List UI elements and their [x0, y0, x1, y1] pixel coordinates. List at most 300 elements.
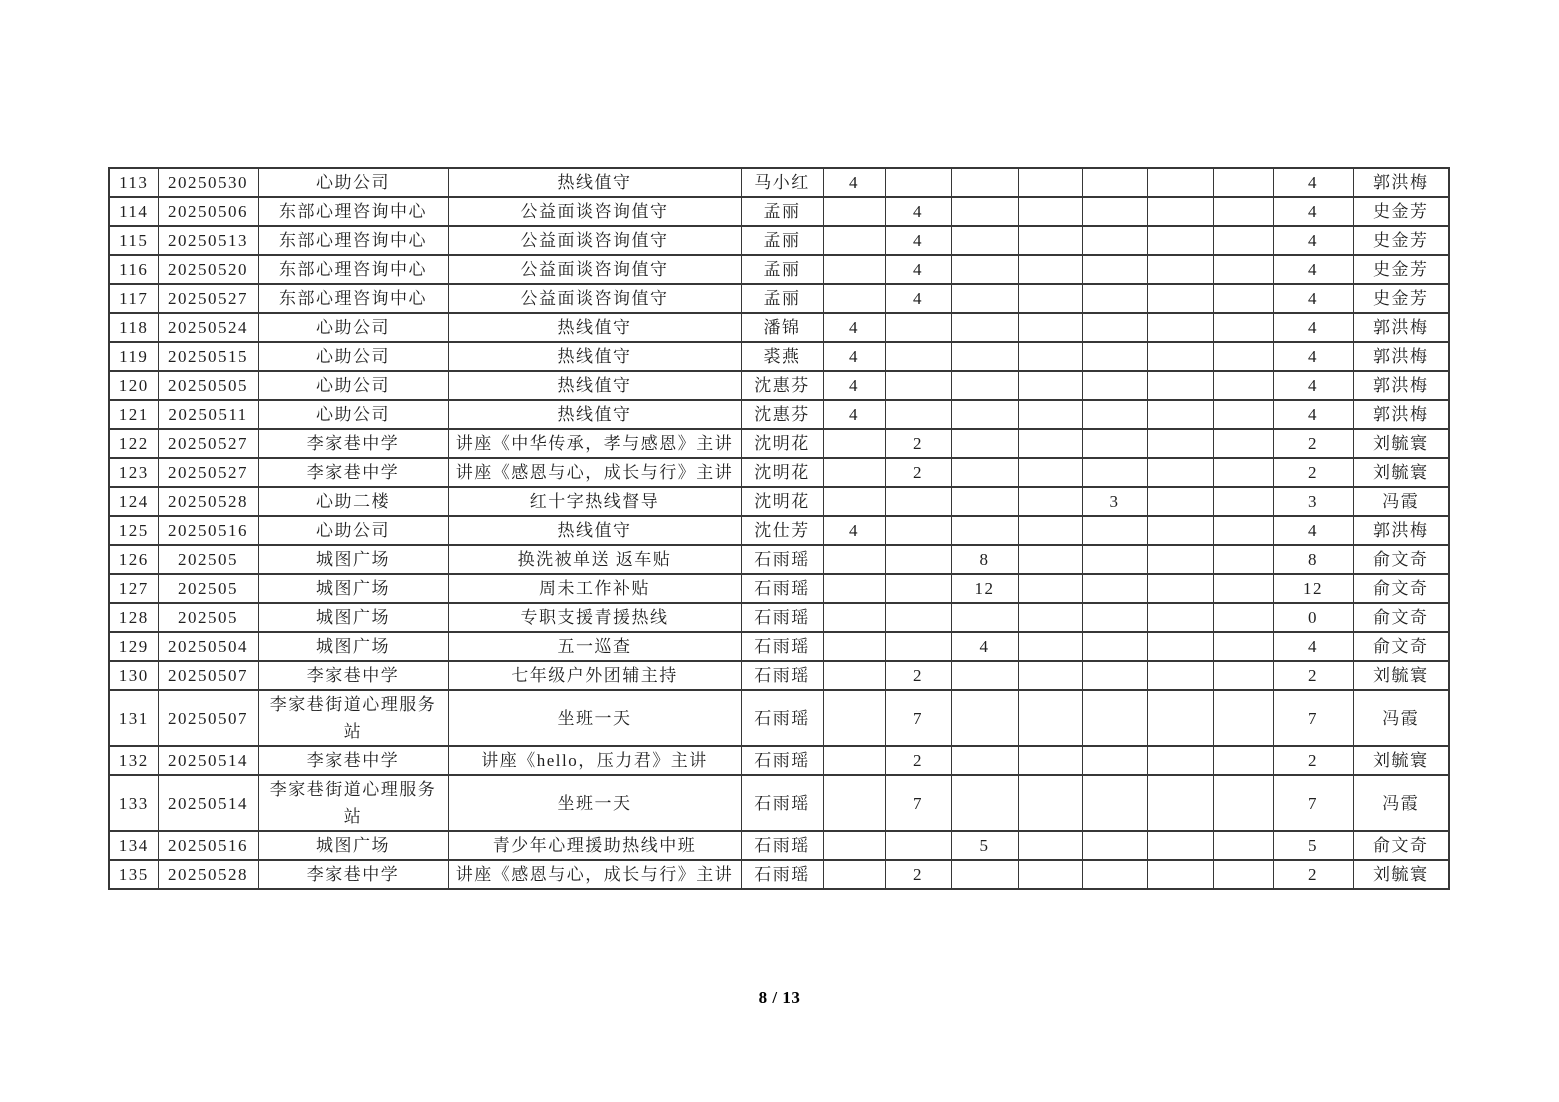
- cell-value-5: [1082, 458, 1147, 487]
- cell-activity: 热线值守: [448, 400, 741, 429]
- cell-value-3: [951, 400, 1018, 429]
- cell-date: 20250507: [158, 690, 258, 746]
- cell-value-1: [823, 284, 885, 313]
- cell-total: 7: [1273, 690, 1353, 746]
- cell-value-5: [1082, 313, 1147, 342]
- cell-value-3: [951, 168, 1018, 197]
- cell-no: 127: [109, 574, 158, 603]
- table-row: [109, 632, 1449, 661]
- cell-total: 0: [1273, 603, 1353, 632]
- cell-no: 115: [109, 226, 158, 255]
- cell-value-2: [885, 632, 951, 661]
- cell-value-2: 7: [885, 775, 951, 831]
- cell-no: 132: [109, 746, 158, 775]
- volunteer-records-table: [108, 167, 1450, 890]
- cell-value-3: [951, 516, 1018, 545]
- cell-no: 135: [109, 860, 158, 889]
- cell-no: 117: [109, 284, 158, 313]
- table-row: [109, 284, 1449, 313]
- cell-org: 李家巷中学: [258, 429, 448, 458]
- cell-value-6: [1147, 284, 1213, 313]
- cell-person: 石雨瑶: [741, 574, 823, 603]
- cell-value-4: [1018, 458, 1082, 487]
- cell-value-1: [823, 690, 885, 746]
- cell-date: 20250524: [158, 313, 258, 342]
- cell-no: 121: [109, 400, 158, 429]
- cell-date: 20250527: [158, 284, 258, 313]
- cell-value-4: [1018, 831, 1082, 860]
- cell-person: 沈仕芳: [741, 516, 823, 545]
- cell-value-6: [1147, 516, 1213, 545]
- cell-org: 城图广场: [258, 574, 448, 603]
- cell-value-5: [1082, 746, 1147, 775]
- cell-verifier: 俞文奇: [1353, 574, 1449, 603]
- table-row: [109, 746, 1449, 775]
- table-row: [109, 226, 1449, 255]
- cell-person: 潘锦: [741, 313, 823, 342]
- cell-value-6: [1147, 255, 1213, 284]
- cell-value-6: [1147, 429, 1213, 458]
- cell-value-7: [1213, 400, 1273, 429]
- cell-value-2: [885, 371, 951, 400]
- cell-person: 石雨瑶: [741, 632, 823, 661]
- cell-date: 20250505: [158, 371, 258, 400]
- cell-org: 心助公司: [258, 168, 448, 197]
- cell-no: 113: [109, 168, 158, 197]
- cell-org: 李家巷街道心理服务站: [258, 775, 448, 831]
- cell-date: 202505: [158, 603, 258, 632]
- cell-value-7: [1213, 661, 1273, 690]
- cell-no: 120: [109, 371, 158, 400]
- cell-org: 城图广场: [258, 831, 448, 860]
- cell-org: 李家巷中学: [258, 860, 448, 889]
- cell-value-1: [823, 831, 885, 860]
- cell-verifier: 冯霞: [1353, 487, 1449, 516]
- cell-value-1: [823, 458, 885, 487]
- cell-total: 4: [1273, 400, 1353, 429]
- cell-verifier: 俞文奇: [1353, 603, 1449, 632]
- cell-verifier: 郭洪梅: [1353, 168, 1449, 197]
- cell-value-5: [1082, 603, 1147, 632]
- cell-total: 4: [1273, 255, 1353, 284]
- cell-value-5: [1082, 516, 1147, 545]
- cell-value-3: [951, 313, 1018, 342]
- table-row: [109, 661, 1449, 690]
- cell-value-5: [1082, 342, 1147, 371]
- cell-value-1: [823, 775, 885, 831]
- cell-total: 2: [1273, 429, 1353, 458]
- cell-person: 孟丽: [741, 284, 823, 313]
- cell-activity: 热线值守: [448, 371, 741, 400]
- cell-value-7: [1213, 775, 1273, 831]
- cell-value-1: [823, 429, 885, 458]
- cell-value-5: [1082, 255, 1147, 284]
- cell-value-6: [1147, 574, 1213, 603]
- cell-activity: 讲座《hello，压力君》主讲: [448, 746, 741, 775]
- cell-total: 3: [1273, 487, 1353, 516]
- cell-value-3: 8: [951, 545, 1018, 574]
- cell-value-3: [951, 284, 1018, 313]
- cell-verifier: 郭洪梅: [1353, 371, 1449, 400]
- cell-org: 李家巷中学: [258, 746, 448, 775]
- cell-value-7: [1213, 487, 1273, 516]
- table-row: [109, 690, 1449, 746]
- cell-person: 马小红: [741, 168, 823, 197]
- cell-value-6: [1147, 226, 1213, 255]
- cell-person: 裘燕: [741, 342, 823, 371]
- cell-value-1: 4: [823, 400, 885, 429]
- cell-value-7: [1213, 574, 1273, 603]
- cell-value-4: [1018, 574, 1082, 603]
- cell-person: 石雨瑶: [741, 603, 823, 632]
- cell-value-1: [823, 661, 885, 690]
- table-body: [109, 168, 1449, 889]
- cell-value-2: [885, 487, 951, 516]
- table-row: [109, 831, 1449, 860]
- cell-date: 20250528: [158, 860, 258, 889]
- cell-total: 4: [1273, 197, 1353, 226]
- cell-value-4: [1018, 690, 1082, 746]
- cell-value-6: [1147, 860, 1213, 889]
- cell-value-2: [885, 168, 951, 197]
- cell-value-3: [951, 458, 1018, 487]
- cell-value-2: 4: [885, 255, 951, 284]
- cell-value-5: [1082, 574, 1147, 603]
- table-row: [109, 429, 1449, 458]
- cell-value-7: [1213, 313, 1273, 342]
- cell-date: 20250514: [158, 775, 258, 831]
- cell-value-6: [1147, 545, 1213, 574]
- cell-total: 2: [1273, 458, 1353, 487]
- table-row: [109, 516, 1449, 545]
- table-row: [109, 775, 1449, 831]
- cell-value-6: [1147, 632, 1213, 661]
- cell-value-4: [1018, 284, 1082, 313]
- cell-value-7: [1213, 429, 1273, 458]
- cell-value-2: [885, 545, 951, 574]
- cell-value-6: [1147, 197, 1213, 226]
- cell-person: 石雨瑶: [741, 690, 823, 746]
- table-row: [109, 487, 1449, 516]
- cell-person: 孟丽: [741, 255, 823, 284]
- cell-total: 4: [1273, 168, 1353, 197]
- cell-activity: 周未工作补贴: [448, 574, 741, 603]
- cell-date: 20250506: [158, 197, 258, 226]
- cell-verifier: 刘毓寰: [1353, 746, 1449, 775]
- cell-org: 城图广场: [258, 603, 448, 632]
- cell-verifier: 郭洪梅: [1353, 313, 1449, 342]
- cell-value-1: 4: [823, 342, 885, 371]
- cell-value-5: 3: [1082, 487, 1147, 516]
- cell-verifier: 刘毓寰: [1353, 458, 1449, 487]
- cell-activity: 换洗被单送 返车贴: [448, 545, 741, 574]
- cell-total: 4: [1273, 313, 1353, 342]
- table-row: [109, 603, 1449, 632]
- cell-person: 石雨瑶: [741, 545, 823, 574]
- cell-value-7: [1213, 255, 1273, 284]
- cell-value-2: [885, 603, 951, 632]
- cell-total: 2: [1273, 860, 1353, 889]
- cell-value-5: [1082, 284, 1147, 313]
- cell-value-3: [951, 690, 1018, 746]
- cell-value-3: [951, 860, 1018, 889]
- cell-value-3: [951, 226, 1018, 255]
- cell-value-6: [1147, 746, 1213, 775]
- table-row: [109, 168, 1449, 197]
- cell-value-4: [1018, 545, 1082, 574]
- cell-value-3: [951, 746, 1018, 775]
- cell-total: 2: [1273, 746, 1353, 775]
- cell-value-1: [823, 545, 885, 574]
- cell-org: 李家巷中学: [258, 458, 448, 487]
- cell-value-7: [1213, 603, 1273, 632]
- cell-value-7: [1213, 545, 1273, 574]
- cell-person: 沈明花: [741, 487, 823, 516]
- cell-value-5: [1082, 690, 1147, 746]
- cell-value-2: [885, 400, 951, 429]
- cell-value-5: [1082, 168, 1147, 197]
- cell-value-4: [1018, 226, 1082, 255]
- cell-activity: 坐班一天: [448, 775, 741, 831]
- cell-person: 沈明花: [741, 458, 823, 487]
- cell-org: 心助公司: [258, 371, 448, 400]
- cell-value-4: [1018, 255, 1082, 284]
- cell-value-3: [951, 775, 1018, 831]
- cell-value-1: [823, 860, 885, 889]
- cell-verifier: 冯霞: [1353, 775, 1449, 831]
- cell-value-5: [1082, 371, 1147, 400]
- cell-value-4: [1018, 746, 1082, 775]
- cell-value-4: [1018, 313, 1082, 342]
- table-row: [109, 860, 1449, 889]
- cell-value-3: [951, 487, 1018, 516]
- cell-person: 孟丽: [741, 226, 823, 255]
- cell-org: 城图广场: [258, 632, 448, 661]
- cell-value-7: [1213, 860, 1273, 889]
- cell-no: 118: [109, 313, 158, 342]
- cell-value-7: [1213, 342, 1273, 371]
- cell-verifier: 冯霞: [1353, 690, 1449, 746]
- cell-date: 20250516: [158, 831, 258, 860]
- cell-no: 114: [109, 197, 158, 226]
- cell-value-4: [1018, 400, 1082, 429]
- cell-org: 心助公司: [258, 342, 448, 371]
- cell-activity: 热线值守: [448, 342, 741, 371]
- cell-person: 石雨瑶: [741, 661, 823, 690]
- cell-value-7: [1213, 458, 1273, 487]
- cell-no: 133: [109, 775, 158, 831]
- cell-no: 131: [109, 690, 158, 746]
- cell-verifier: 俞文奇: [1353, 831, 1449, 860]
- cell-date: 20250511: [158, 400, 258, 429]
- cell-value-4: [1018, 603, 1082, 632]
- cell-value-4: [1018, 632, 1082, 661]
- table-row: [109, 342, 1449, 371]
- cell-total: 4: [1273, 226, 1353, 255]
- cell-value-5: [1082, 661, 1147, 690]
- cell-value-2: [885, 342, 951, 371]
- cell-org: 心助二楼: [258, 487, 448, 516]
- cell-verifier: 史金芳: [1353, 255, 1449, 284]
- cell-person: 石雨瑶: [741, 831, 823, 860]
- cell-value-5: [1082, 831, 1147, 860]
- cell-value-1: [823, 226, 885, 255]
- table-row: [109, 545, 1449, 574]
- cell-value-6: [1147, 168, 1213, 197]
- cell-person: 石雨瑶: [741, 775, 823, 831]
- cell-value-1: [823, 603, 885, 632]
- cell-verifier: 史金芳: [1353, 284, 1449, 313]
- cell-value-1: [823, 746, 885, 775]
- cell-verifier: 郭洪梅: [1353, 342, 1449, 371]
- cell-value-2: 2: [885, 429, 951, 458]
- cell-value-1: [823, 574, 885, 603]
- cell-person: 孟丽: [741, 197, 823, 226]
- cell-org: 心助公司: [258, 516, 448, 545]
- cell-date: 20250527: [158, 458, 258, 487]
- cell-value-7: [1213, 168, 1273, 197]
- cell-value-3: 5: [951, 831, 1018, 860]
- cell-value-6: [1147, 313, 1213, 342]
- table-row: [109, 197, 1449, 226]
- cell-value-3: [951, 429, 1018, 458]
- cell-no: 134: [109, 831, 158, 860]
- cell-activity: 公益面谈咨询值守: [448, 226, 741, 255]
- cell-value-2: 4: [885, 284, 951, 313]
- cell-value-4: [1018, 661, 1082, 690]
- table-row: [109, 574, 1449, 603]
- cell-value-1: [823, 487, 885, 516]
- cell-value-4: [1018, 860, 1082, 889]
- cell-org: 李家巷街道心理服务站: [258, 690, 448, 746]
- cell-total: 7: [1273, 775, 1353, 831]
- cell-value-7: [1213, 746, 1273, 775]
- page-number: 8 / 13: [758, 988, 801, 1007]
- cell-activity: 公益面谈咨询值守: [448, 284, 741, 313]
- cell-value-3: [951, 603, 1018, 632]
- cell-value-6: [1147, 400, 1213, 429]
- cell-value-2: [885, 574, 951, 603]
- cell-org: 城图广场: [258, 545, 448, 574]
- cell-org: 东部心理咨询中心: [258, 284, 448, 313]
- cell-value-6: [1147, 661, 1213, 690]
- cell-org: 心助公司: [258, 313, 448, 342]
- cell-verifier: 俞文奇: [1353, 632, 1449, 661]
- cell-activity: 坐班一天: [448, 690, 741, 746]
- cell-activity: 七年级户外团辅主持: [448, 661, 741, 690]
- cell-activity: 红十字热线督导: [448, 487, 741, 516]
- cell-value-1: 4: [823, 168, 885, 197]
- cell-verifier: 史金芳: [1353, 197, 1449, 226]
- cell-value-3: [951, 371, 1018, 400]
- cell-value-4: [1018, 197, 1082, 226]
- cell-person: 沈明花: [741, 429, 823, 458]
- cell-no: 122: [109, 429, 158, 458]
- cell-value-1: [823, 632, 885, 661]
- cell-org: 心助公司: [258, 400, 448, 429]
- cell-org: 东部心理咨询中心: [258, 226, 448, 255]
- cell-org: 李家巷中学: [258, 661, 448, 690]
- table-row: [109, 313, 1449, 342]
- cell-person: 沈惠芬: [741, 371, 823, 400]
- cell-no: 129: [109, 632, 158, 661]
- cell-value-4: [1018, 516, 1082, 545]
- cell-value-2: 2: [885, 661, 951, 690]
- cell-value-7: [1213, 371, 1273, 400]
- cell-value-6: [1147, 603, 1213, 632]
- cell-value-5: [1082, 775, 1147, 831]
- cell-date: 20250527: [158, 429, 258, 458]
- cell-value-3: 12: [951, 574, 1018, 603]
- cell-value-2: [885, 313, 951, 342]
- cell-total: 4: [1273, 516, 1353, 545]
- cell-value-6: [1147, 775, 1213, 831]
- cell-verifier: 刘毓寰: [1353, 860, 1449, 889]
- cell-total: 12: [1273, 574, 1353, 603]
- cell-value-5: [1082, 860, 1147, 889]
- cell-value-2: 4: [885, 226, 951, 255]
- cell-date: 20250514: [158, 746, 258, 775]
- cell-activity: 热线值守: [448, 313, 741, 342]
- cell-verifier: 郭洪梅: [1353, 516, 1449, 545]
- cell-value-1: [823, 255, 885, 284]
- cell-value-4: [1018, 775, 1082, 831]
- cell-value-4: [1018, 429, 1082, 458]
- cell-value-2: 2: [885, 746, 951, 775]
- cell-verifier: 史金芳: [1353, 226, 1449, 255]
- cell-activity: 五一巡查: [448, 632, 741, 661]
- cell-verifier: 刘毓寰: [1353, 429, 1449, 458]
- cell-total: 4: [1273, 371, 1353, 400]
- cell-value-2: 4: [885, 197, 951, 226]
- cell-no: 119: [109, 342, 158, 371]
- cell-activity: 讲座《感恩与心，成长与行》主讲: [448, 458, 741, 487]
- cell-total: 4: [1273, 284, 1353, 313]
- cell-date: 20250516: [158, 516, 258, 545]
- cell-value-3: [951, 255, 1018, 284]
- cell-value-1: 4: [823, 313, 885, 342]
- cell-date: 20250530: [158, 168, 258, 197]
- cell-value-5: [1082, 545, 1147, 574]
- cell-value-2: 2: [885, 458, 951, 487]
- cell-date: 20250528: [158, 487, 258, 516]
- table-row: [109, 458, 1449, 487]
- cell-no: 123: [109, 458, 158, 487]
- cell-value-7: [1213, 284, 1273, 313]
- cell-person: 石雨瑶: [741, 860, 823, 889]
- cell-date: 20250513: [158, 226, 258, 255]
- cell-date: 20250507: [158, 661, 258, 690]
- cell-value-7: [1213, 197, 1273, 226]
- cell-value-3: [951, 342, 1018, 371]
- cell-total: 4: [1273, 342, 1353, 371]
- cell-value-2: 2: [885, 860, 951, 889]
- table-row: [109, 371, 1449, 400]
- cell-no: 126: [109, 545, 158, 574]
- cell-activity: 专职支援青援热线: [448, 603, 741, 632]
- cell-verifier: 俞文奇: [1353, 545, 1449, 574]
- cell-no: 124: [109, 487, 158, 516]
- cell-no: 128: [109, 603, 158, 632]
- cell-date: 202505: [158, 574, 258, 603]
- cell-value-2: 7: [885, 690, 951, 746]
- cell-value-5: [1082, 197, 1147, 226]
- cell-org: 东部心理咨询中心: [258, 255, 448, 284]
- cell-activity: 公益面谈咨询值守: [448, 255, 741, 284]
- cell-value-2: [885, 831, 951, 860]
- cell-total: 5: [1273, 831, 1353, 860]
- cell-value-6: [1147, 371, 1213, 400]
